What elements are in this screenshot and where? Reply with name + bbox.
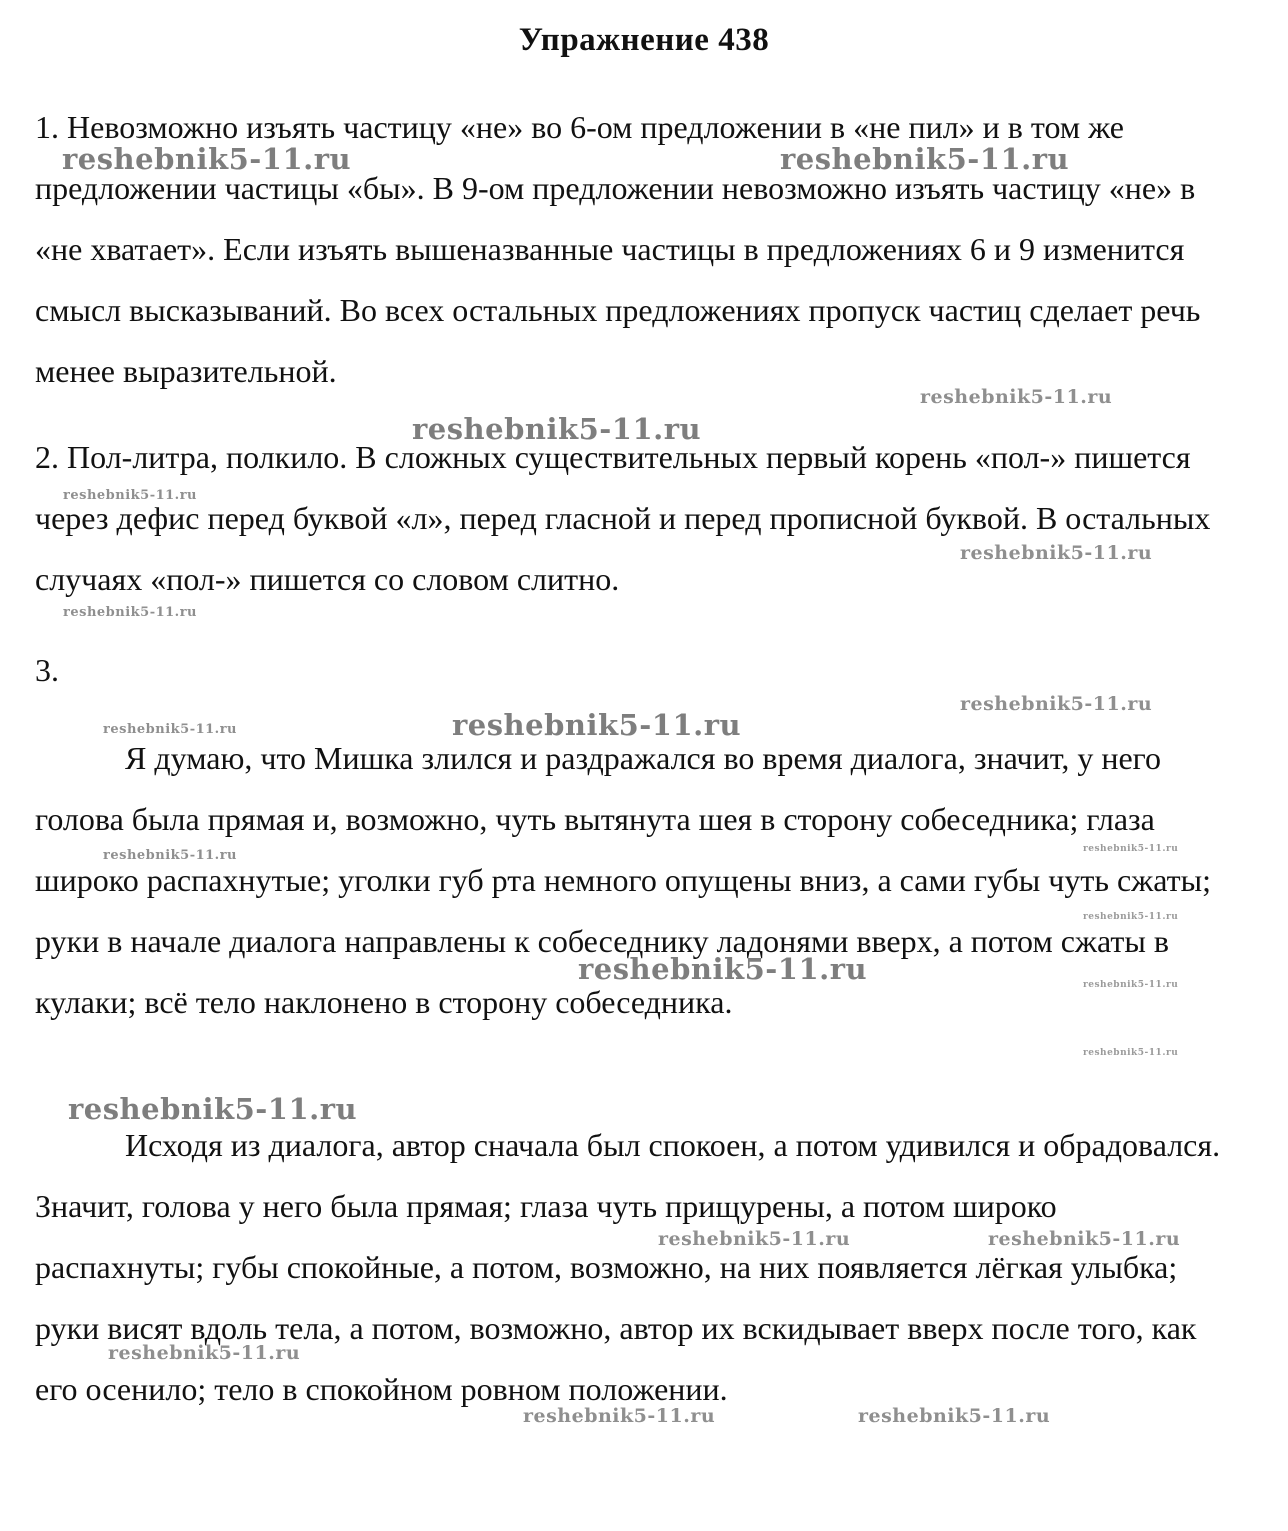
watermark: reshebnik5-11.ru <box>658 1228 851 1250</box>
watermark: reshebnik5-11.ru <box>62 142 352 176</box>
watermark: reshebnik5-11.ru <box>103 848 238 863</box>
watermark: reshebnik5-11.ru <box>578 952 868 986</box>
paragraph-2: 2. Пол-литра, полкило. В сложных существительных первый корень «пол-» пишется через дефис перед буквой «л», перед гласной и перед прописной буквой. В остальных случаях «пол-» пишется со словом слитно. <box>35 439 1211 597</box>
watermark: reshebnik5-11.ru <box>1083 912 1179 922</box>
paragraph-3-text-1: Я думаю, что Мишка злился и раздражался во время диалога, значит, у него голова была прямая и, возможно, чуть вытянута шея в сторону собеседника; глаза широко распахнутые; уголки губ рта немного опущены вниз, а сами губы чуть сжаты; руки в начале диалога направлены к собеседнику ладонями вверх, а потом сжаты в кулаки; всё тело наклонено в сторону собеседника. <box>35 740 1212 1020</box>
paragraph-1: 1. Невозможно изъять частицу «не» во 6-ом предложении в «не пил» и в том же предложении частицы «бы». В 9-ом предложении невозможно изъять частицу «не» в «не хватает». Если изъять вышеназванные частицы в предложениях 6 и 9 изменится смысл высказываний. Во всех остальных предложениях пропуск частиц сделает речь менее выразительной. <box>35 109 1201 389</box>
watermark: reshebnik5-11.ru <box>63 488 198 503</box>
watermark: reshebnik5-11.ru <box>960 542 1153 564</box>
watermark: reshebnik5-11.ru <box>523 1405 716 1427</box>
paragraph-3-number: 3. <box>35 652 59 688</box>
watermark: reshebnik5-11.ru <box>452 708 742 742</box>
watermark: reshebnik5-11.ru <box>988 1228 1181 1250</box>
watermark: reshebnik5-11.ru <box>63 605 198 620</box>
watermark: reshebnik5-11.ru <box>1083 1048 1179 1058</box>
watermark: reshebnik5-11.ru <box>103 722 238 737</box>
watermark: reshebnik5-11.ru <box>920 386 1113 408</box>
paragraph-3-text-2: Исходя из диалога, автор сначала был спокоен, а потом удивился и обрадовался. Значит, голова у него была прямая; глаза чуть прищурены, а потом широко распахнуты; губы спокойные, а потом, возможно, на них появляется лёгкая улыбка; руки висят вдоль тела, а потом, возможно, автор их вскидывает вверх после того, как его осенило; тело в спокойном ровном положении. <box>35 1127 1221 1407</box>
watermark: reshebnik5-11.ru <box>1083 844 1179 854</box>
watermark: reshebnik5-11.ru <box>68 1092 358 1126</box>
watermark: reshebnik5-11.ru <box>960 693 1153 715</box>
watermark: reshebnik5-11.ru <box>108 1342 301 1364</box>
watermark: reshebnik5-11.ru <box>858 1405 1051 1427</box>
watermark: reshebnik5-11.ru <box>412 412 702 446</box>
page-title: Упражнение 438 <box>518 22 770 58</box>
watermark: reshebnik5-11.ru <box>780 142 1070 176</box>
watermark: reshebnik5-11.ru <box>1083 980 1179 990</box>
